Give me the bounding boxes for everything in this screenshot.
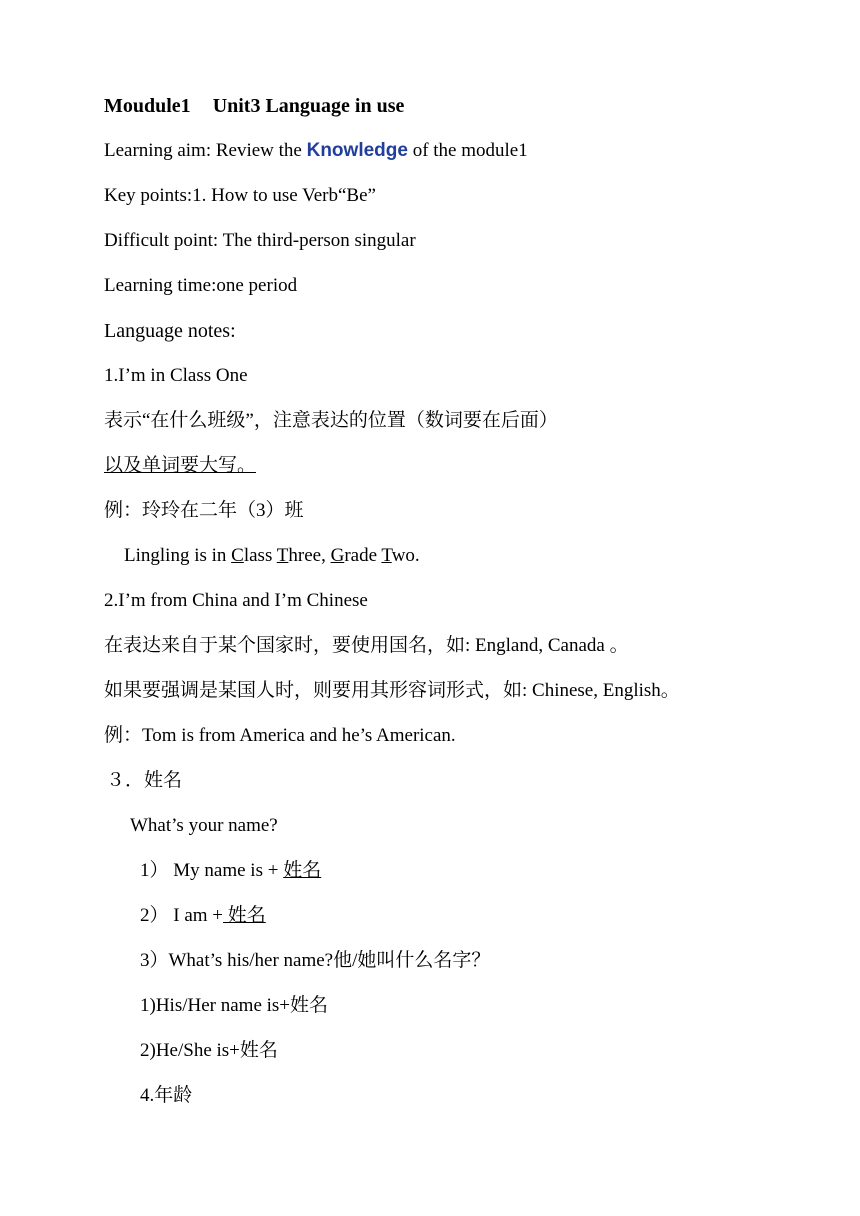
learning-aim-highlight: Knowledge <box>306 140 408 161</box>
item-text: 2） I am + <box>140 905 224 926</box>
note2-explanation-cont: 如果要强调是某国人时，则要用其形容词形式，如: Chinese, English。 <box>104 680 680 701</box>
note2-explanation: 在表达来自于某个国家时，要使用国名，如: England, Canada 。 <box>104 635 629 656</box>
example-text: lass <box>243 545 277 566</box>
example-text: Lingling is in <box>124 545 232 566</box>
example-text: wo. <box>391 545 420 566</box>
item-text: 1） My name is + <box>140 860 284 881</box>
note2-heading: 2.I’m from China and I’m Chinese <box>104 590 368 611</box>
note3-answer2: 2)He/She is+姓名 <box>140 1040 278 1061</box>
example-capital: C <box>231 545 244 566</box>
note3-item3: 3）What’s his/her name?他/她叫什么名字？ <box>140 950 491 971</box>
learning-time: Learning time:one period <box>104 275 298 296</box>
title-module: Moudule1 <box>104 95 191 117</box>
example-capital: G <box>330 545 345 566</box>
note3-question: What’s your name? <box>130 815 278 836</box>
learning-aim <box>104 139 528 163</box>
key-points: Key points:1. How to use Verb“Be” <box>104 185 376 206</box>
note1-explanation: 表示“在什么班级”，注意表达的位置（数词要在后面） <box>104 410 558 431</box>
page-title <box>104 94 404 118</box>
learning-aim-suffix: of the module1 <box>407 140 528 161</box>
example-capital: T <box>276 545 289 566</box>
note1-example-english <box>124 544 420 568</box>
note4-heading: 4.年龄 <box>140 1085 193 1106</box>
note1-explanation-cont: 以及单词要大写。 <box>104 455 257 476</box>
example-capital: T <box>381 545 392 566</box>
item-underlined: 姓名 <box>283 860 322 881</box>
learning-aim-prefix: Learning aim: Review the <box>104 140 307 161</box>
note3-heading: ３．姓名 <box>106 770 183 791</box>
example-text: rade <box>344 545 382 566</box>
note1-example: 例：玲玲在二年（3）班 <box>104 500 304 521</box>
item-underlined: 姓名 <box>223 905 266 926</box>
difficult-point: Difficult point: The third-person singular <box>104 230 416 251</box>
note3-item2 <box>140 904 266 928</box>
note3-item1 <box>140 859 321 883</box>
title-unit: Unit3 Language in use <box>212 95 405 117</box>
language-notes-heading: Language notes: <box>104 320 236 342</box>
note1-heading: 1.I’m in Class One <box>104 365 248 386</box>
example-text: hree, <box>288 545 331 566</box>
note3-answer1: 1)His/Her name is+姓名 <box>140 995 329 1016</box>
note2-example: 例：Tom is from America and he’s American. <box>104 725 456 746</box>
